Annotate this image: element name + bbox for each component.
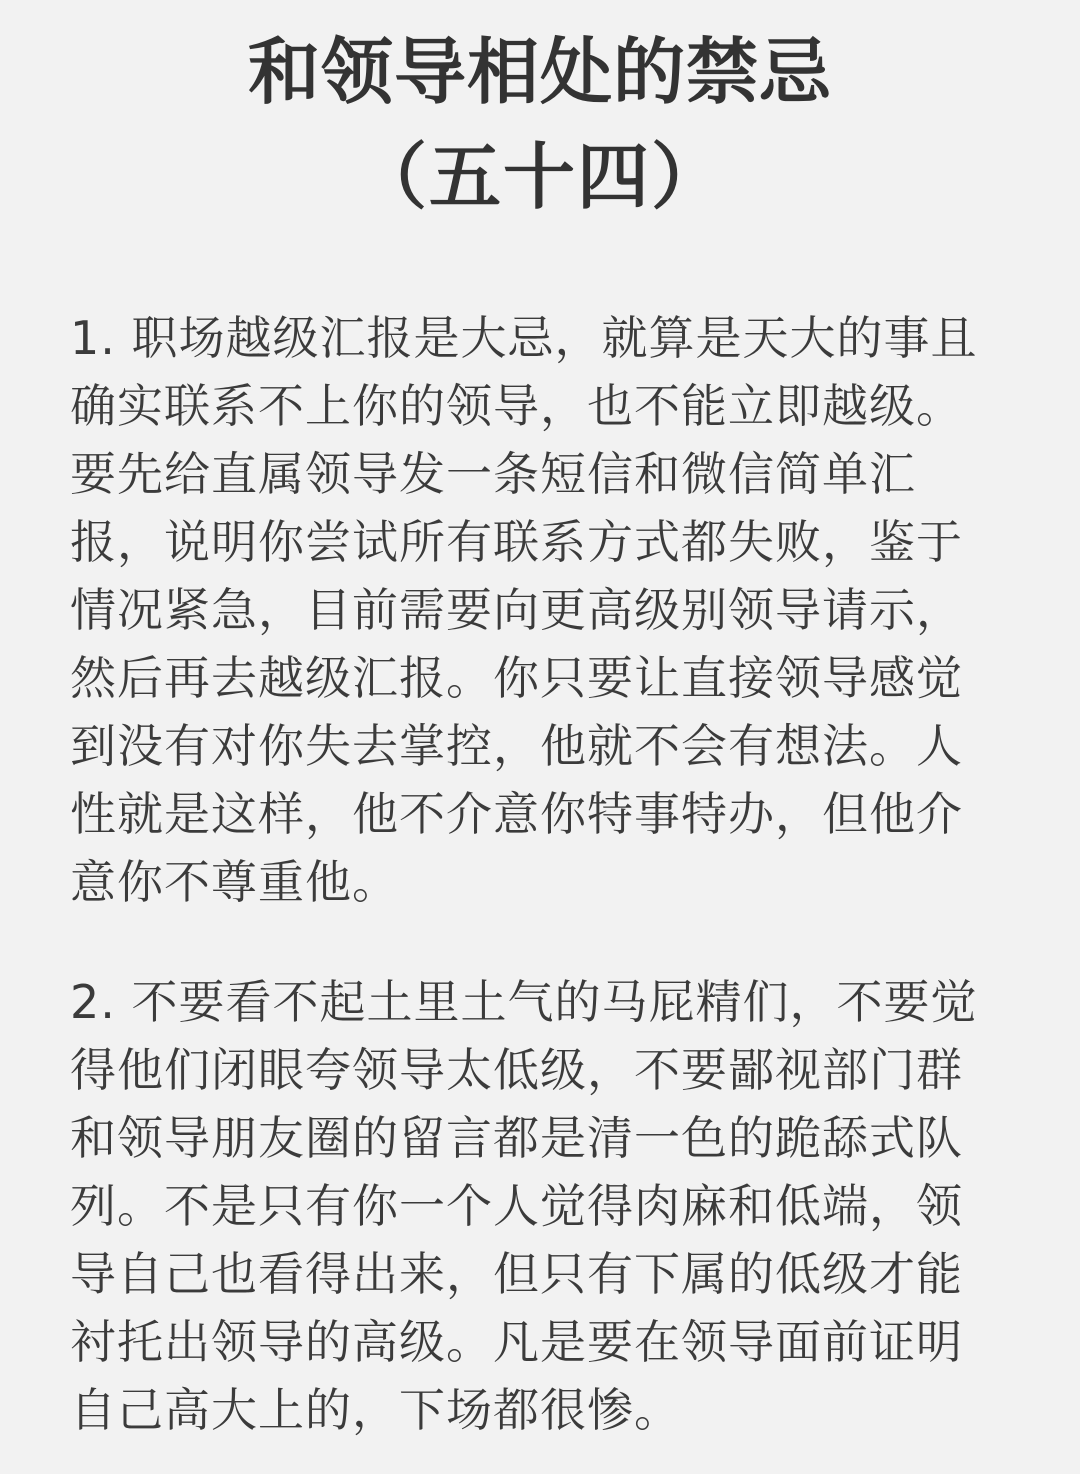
paragraph-2: 2. 不要看不起土里土气的马屁精们，不要觉得他们闭眼夸领导太低级，不要鄙视部门群和领导朋友圈的留言都是清一色的跪舔式队列。不是只有你一个人觉得肉麻和低端，领导自己也看得出来，但只有下属的低级才能衬托出领导的高级。凡是要在领导面前证明自己高大上的，下场都很惨。 bbox=[70, 975, 978, 1437]
title-number: （五十四） bbox=[354, 135, 725, 219]
page-title bbox=[0, 22, 1080, 232]
paragraph-1: 1. 职场越级汇报是大忌，就算是天大的事且确实联系不上你的领导，也不能立即越级。要先给直属领导发一条短信和微信简单汇报，说明你尝试所有联系方式都失败，鉴于情况紧急，目前需要向更高级别领导请示，然后再去越级汇报。你只要让直接领导感觉到没有对你失去掌控，他就不会有想法。人性就是这样，他不介意你特事特办，但他介意你不尊重他。 bbox=[70, 311, 978, 909]
title-main: 和领导相处的禁忌 bbox=[247, 30, 832, 114]
